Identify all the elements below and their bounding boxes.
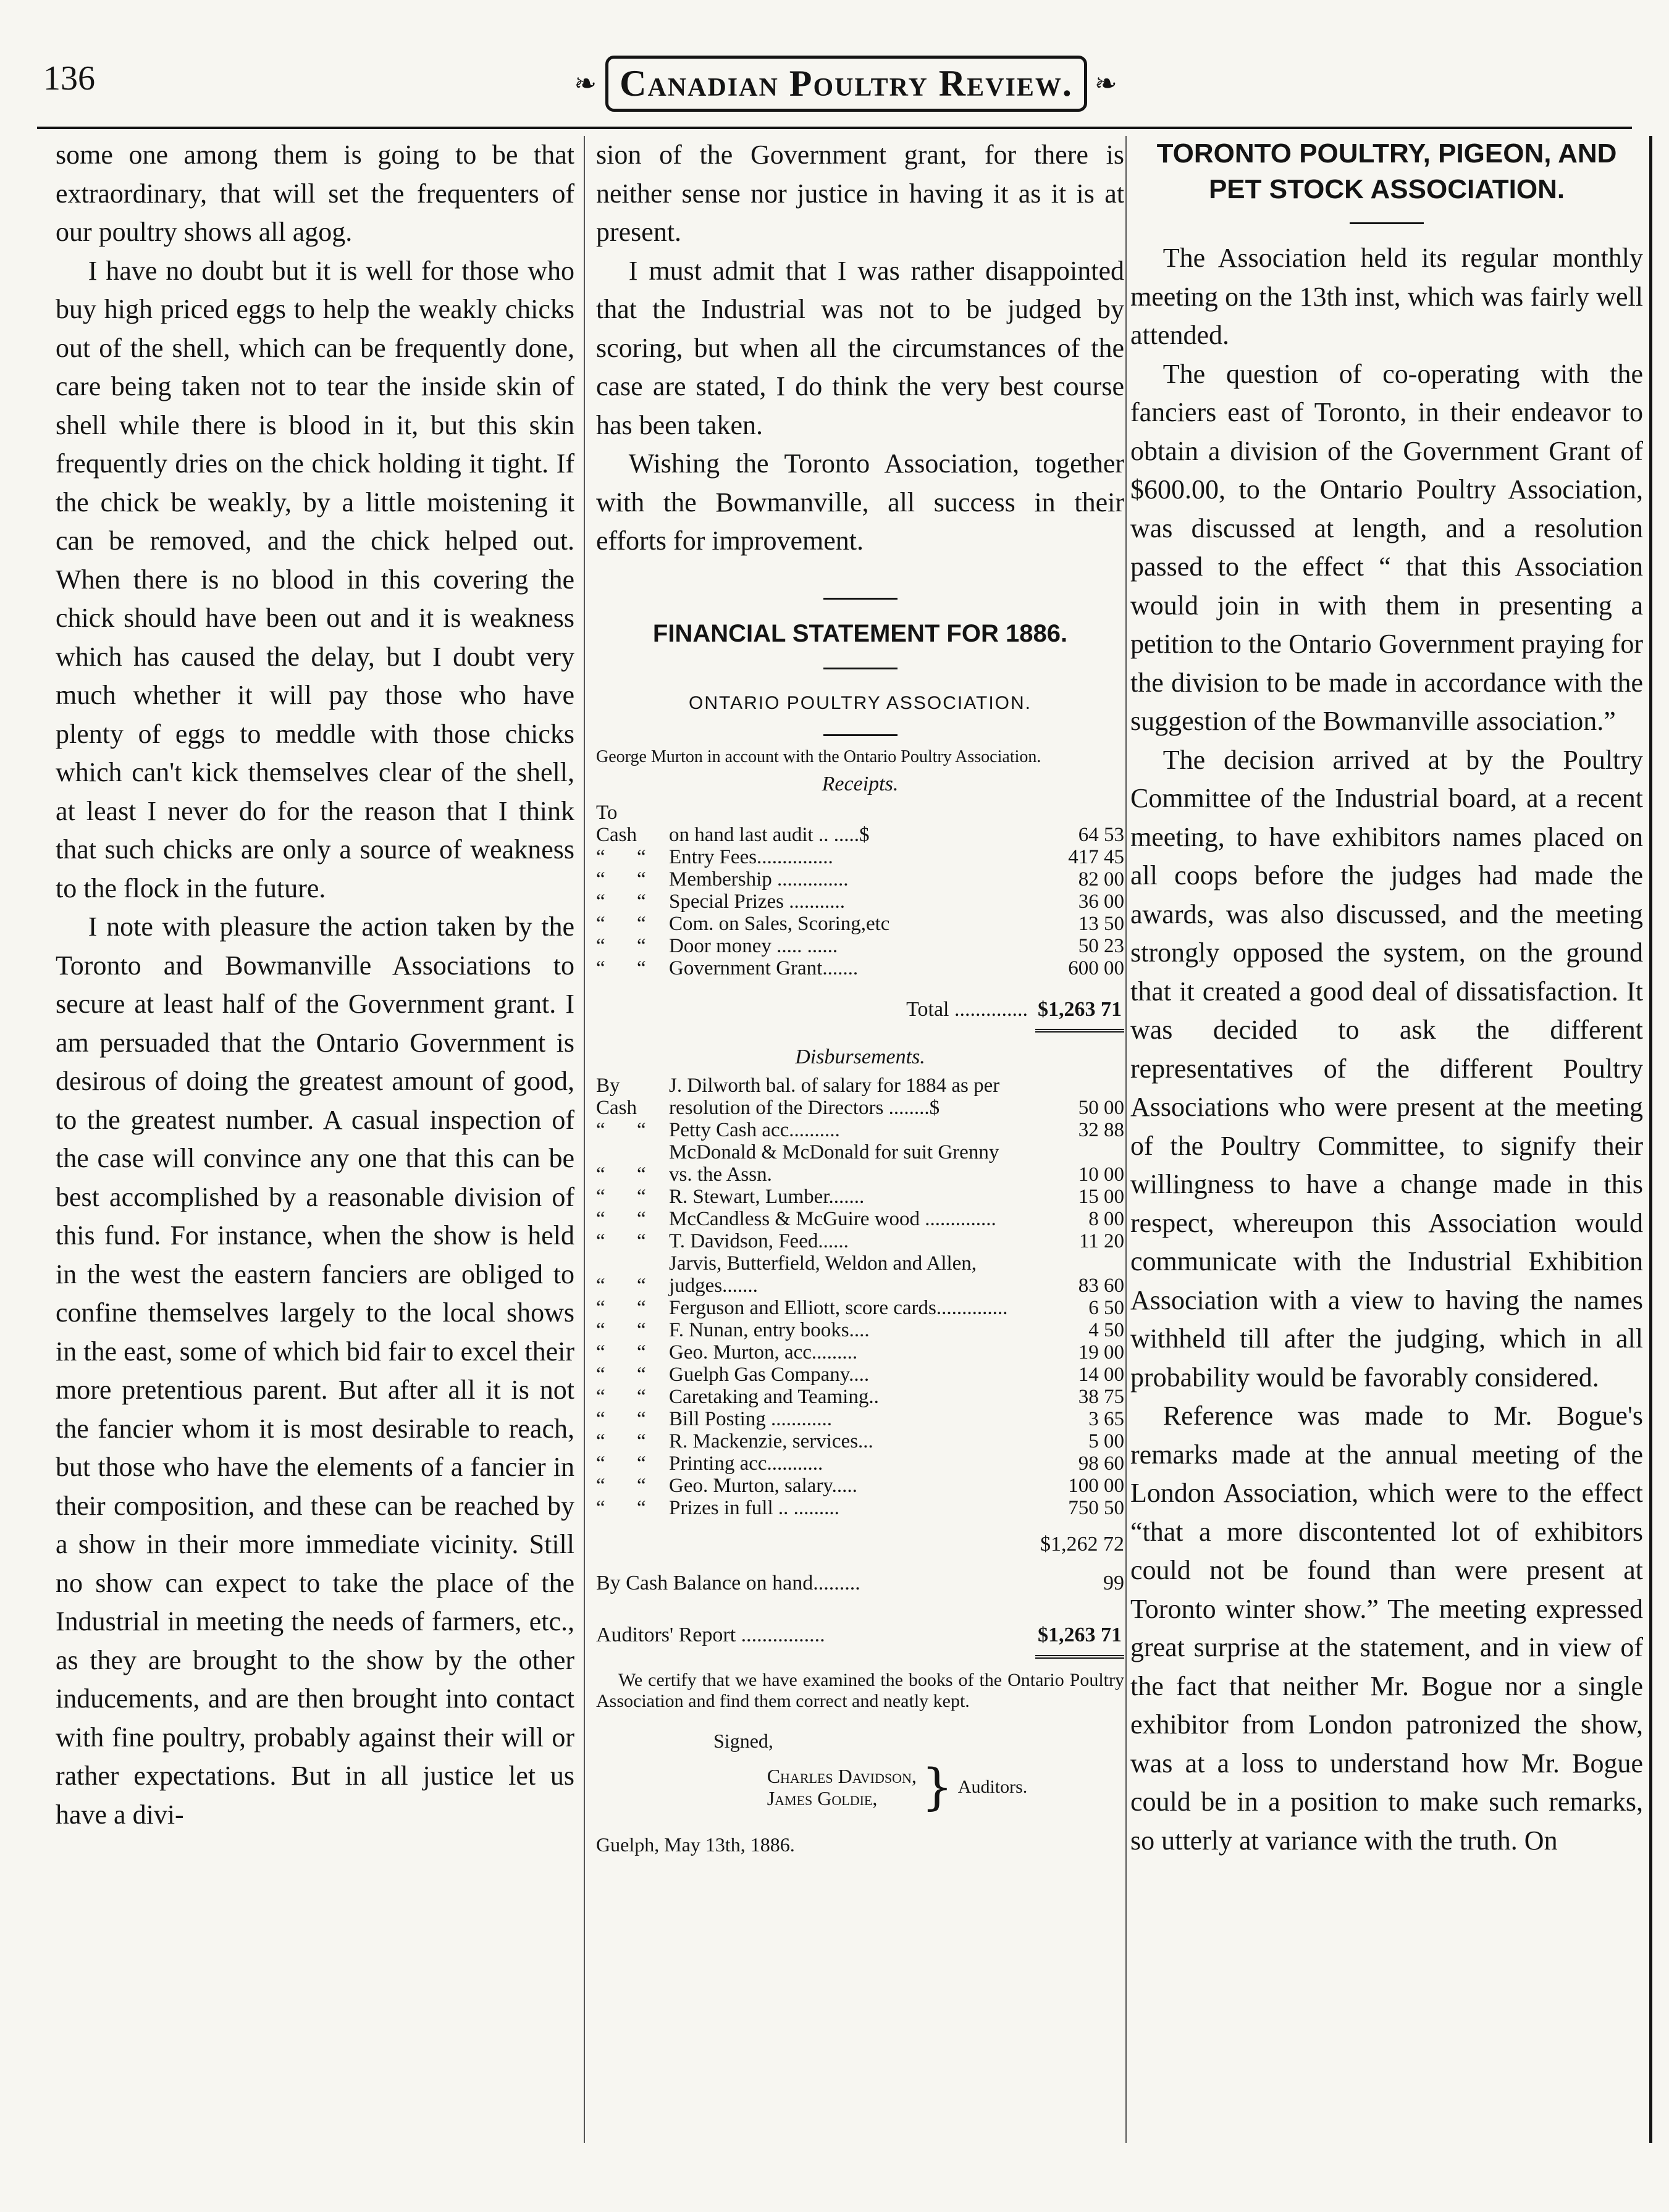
ledger-prefix: “ [637,1119,646,1141]
paragraph: I have no doubt but it is well for those who buy high priced eggs to help the weakly chicks out of the shell, which can be frequently done, care being taken not to tear the inside skin of shell while there is blood in it, but this skin frequently dries on the chick holding it tight. If the chick be weakly, by a little moistening it can be removed, and the chick helped out. When there is no blood in this covering the chick should have been out and it is weakness which has caused the delay, but I doubt very much whether it will pay those who have plenty of eggs to meddle with those chicks which can't kick themselves clear of the shell, at least I never do for the reason that I think that such chicks are only a source of weakness to the flock in the future. [56,255,574,903]
balance-amount: 99 [1103,1571,1124,1594]
ledger-row [596,1452,1124,1475]
paragraph: some one among them is going to be that extraordinary, that will set the frequenters of our poultry shows all agog. [56,140,574,247]
ledger-row [596,957,1124,979]
ledger-prefix: “ [596,1452,605,1475]
balance-row [596,1564,1124,1603]
ledger-prefix: “ [596,934,605,957]
ledger-prefix: By Cash [596,1075,637,1119]
disbursements-subtotal: $1,262 72 [1040,1533,1124,1556]
receipts-heading: Receipts. [822,772,899,795]
ledger-amount: 11 20 [1078,1230,1124,1252]
ledger-prefix: “ [637,912,646,935]
ledger-item: R. Stewart, Lumber....... [669,1186,865,1208]
ledger-amount: 83 60 [1078,1275,1124,1297]
disbursements-table [596,1075,1124,1519]
ledger-row [596,868,1124,890]
ledger-amount: 38 75 [1078,1386,1124,1408]
ledger-row [596,1252,1124,1297]
ledger-prefix: “ [596,845,605,868]
header-rule [37,127,1632,129]
ledger-row [596,1364,1124,1386]
receipts-total-row [596,991,1124,1033]
ledger-prefix: “ [637,1297,646,1319]
financial-intro: George Murton in account with the Ontario Poultry Association. [596,747,1041,766]
ledger-prefix: To Cash [596,801,637,846]
ledger-item: Printing acc........... [669,1452,823,1475]
ledger-prefix: “ [637,1497,646,1519]
ledger-item: Com. on Sales, Scoring,etc [669,912,890,935]
article-heading: TORONTO POULTRY, PIGEON, AND PET STOCK ASSOCIATION. [1156,138,1617,204]
ledger-item: Bill Posting ............ [669,1408,833,1430]
ledger-prefix: “ [637,1186,646,1208]
paragraph: Wishing the Toronto Association, together with the Bowmanville, all success in their efforts for improvement. [596,448,1124,556]
ledger-amount: 100 00 [1068,1475,1124,1497]
auditor-name: Charles Davidson, [767,1765,917,1787]
brace-icon: } [921,1758,953,1816]
ledger-prefix: “ [596,1430,605,1452]
ledger-prefix: “ [596,1119,605,1141]
ledger-row [596,1408,1124,1430]
ledger-prefix: “ [596,1475,605,1497]
ledger-item: R. Mackenzie, services... [669,1430,873,1452]
ledger-prefix: “ [596,1364,605,1386]
ledger-row [596,1386,1124,1408]
ledger-prefix: “ [637,1208,646,1230]
ledger-prefix: “ [596,1275,605,1297]
ledger-amount: 10 00 [1078,1163,1124,1186]
ledger-item: Geo. Murton, acc......... [669,1341,858,1364]
column-2 [596,136,1124,1864]
ledger-amount: 64 53 [1078,823,1124,846]
paragraph: I note with pleasure the action taken by the Toronto and Bowmanville Associations to secure at least half of the Government grant. I am persuaded that the Ontario Government is desirous of doing the greatest amount of good, to the greatest number. A casual inspection of the case will convince any one that this can be best accomplished by a reasonable division of this fund. For instance, when the show is held in the west the eastern fanciers are obliged to confine themselves largely to the local shows in the east, some of which bid fair to excel their more pretentious parent. But after all it is not the fancier whom it is most desirable to reach, but those who have the elements of a fancier in their composition, and these can be reached by a show in their more immediate vicinity. Still no show can expect to take the place of the Industrial in meeting the needs of farmers, etc., as they are brought to the show by the other inducements, and are then brought into contact with fine poultry, probably against their will or rather expectations. But in all justice let us have a divi- [56,911,574,1830]
ledger-row [596,1119,1124,1141]
ledger-amount: 19 00 [1078,1341,1124,1364]
ledger-prefix: “ [596,912,605,935]
paragraph: Reference was made to Mr. Bogue's remarks made at the annual meeting of the London Association, which were to the effect “that a more discontented lot of exhibitors could not be found than were present at Toronto winter show.” The meeting expressed great surprise at the statement, and in view of the fact that neither Mr. Bogue nor a single exhibitor from London patronized the show, was at a loss to understand how Mr. Bogue could be in a position to make such remarks, so utterly at variance with the truth. On [1130,1401,1643,1856]
paragraph: The Association held its regular monthly meeting on the 13th inst, which was fairly well attended. [1130,243,1643,350]
masthead [544,46,1149,120]
column-3 [1130,136,1643,1860]
ledger-prefix: “ [637,845,646,868]
disbursements-subtotal-row [596,1525,1124,1564]
ledger-item: Government Grant....... [669,957,859,979]
ledger-amount: 50 00 [1078,1097,1124,1119]
ledger-amount: 98 60 [1078,1452,1124,1475]
ledger-prefix: “ [637,1319,646,1341]
ledger-prefix: “ [596,1163,605,1186]
financial-statement-title: FINANCIAL STATEMENT FOR 1886. [652,619,1068,647]
ledger-item: McDonald & McDonald for suit Grenny vs. the Assn. [669,1141,999,1186]
ledger-prefix: “ [596,957,605,979]
masthead-title: Canadian Poultry Review. [605,56,1087,112]
ledger-amount: 5 00 [1088,1430,1124,1452]
ledger-row [596,1208,1124,1230]
ledger-prefix: “ [596,1208,605,1230]
signed-label: Signed, [713,1729,773,1752]
paragraph: I must admit that I was rather disappointed that the Industrial was not to be judged by scoring, but when all the circumstances of the case are stated, I do think the very best course has been taken. [596,255,1124,440]
ledger-prefix: “ [637,1230,646,1252]
receipts-total-label: Total .............. [906,997,1028,1021]
ledger-row [596,1475,1124,1497]
ledger-amount: 15 00 [1078,1186,1124,1208]
ledger-amount: 600 00 [1068,957,1124,979]
ledger-row [596,1319,1124,1341]
ledger-amount: 14 00 [1078,1364,1124,1386]
receipts-total-value: $1,263 71 [1035,991,1124,1033]
paragraph: The decision arrived at by the Poultry Committee of the Industrial board, at a recent meeting, to have exhibitors names placed on all coops before the judges had made the awards, was also discussed, and the meeting strongly opposed the system, on the ground that it created a good deal of dissatisfaction. It was decided to ask the different representatives of the different Poultry Associations who were present at the meeting of the Poultry Committee, to signify their willingness to have a change made in this respect, whereupon this Association would communicate with the Industrial Exhibition Association with a view to having the names withheld till after the judging, which in all probability would be favorably considered. [1130,744,1643,1393]
ledger-prefix: “ [596,1408,605,1430]
column-rule-right [1649,136,1652,2143]
ledger-prefix: “ [637,1475,646,1497]
ornament-right-icon: ❧ [1094,68,1119,99]
ledger-prefix: “ [637,1163,646,1186]
ledger-item: on hand last audit .. .....$ [669,823,870,846]
ledger-amount: 32 88 [1078,1119,1124,1141]
auditor-name: James Goldie, [767,1787,878,1809]
ledger-prefix: “ [637,957,646,979]
ledger-item: Membership .............. [669,868,849,890]
ledger-amount: 6 50 [1088,1297,1124,1319]
ledger-row [596,802,1124,846]
ledger-item: F. Nunan, entry books.... [669,1319,870,1341]
receipts-table [596,802,1124,979]
ledger-item: T. Davidson, Feed...... [669,1230,849,1252]
ledger-prefix: “ [596,1386,605,1408]
ledger-prefix: “ [637,1386,646,1408]
paragraph: sion of the Government grant, for there is neither sense nor justice in having it as it is at present. [596,140,1124,247]
ledger-row [596,846,1124,868]
balance-label: By Cash Balance on hand......... [596,1571,860,1594]
ledger-row [596,1075,1124,1119]
ledger-prefix: “ [596,1230,605,1252]
ledger-row [596,1497,1124,1519]
ledger-amount: 8 00 [1088,1208,1124,1230]
ledger-item: Prizes in full .. ......... [669,1497,839,1519]
ledger-item: Petty Cash acc.......... [669,1119,840,1141]
ledger-prefix: “ [637,1452,646,1475]
ledger-row [596,1341,1124,1364]
ledger-amount: 4 50 [1088,1319,1124,1341]
disbursements-heading: Disbursements. [795,1045,925,1068]
ornament-left-icon: ❧ [574,68,599,99]
ledger-prefix: “ [637,1275,646,1297]
section-divider [823,598,898,600]
ledger-row [596,890,1124,913]
ledger-row [596,1141,1124,1186]
ledger-prefix: “ [637,1341,646,1364]
ledger-prefix: “ [596,1297,605,1319]
certification-text: We certify that we have examined the books of the Ontario Poultry Association and find them correct and neatly kept. [596,1669,1124,1711]
ledger-prefix: “ [596,868,605,890]
page-number: 136 [43,59,95,98]
ledger-amount: 82 00 [1078,868,1124,890]
ledger-prefix: “ [637,1430,646,1452]
ledger-row [596,935,1124,957]
auditor-signatures [670,1758,1124,1816]
ledger-prefix: “ [596,890,605,913]
ledger-prefix: “ [596,1341,605,1364]
column-rule-1 [584,136,585,2143]
ledger-amount: 13 50 [1078,912,1124,935]
section-divider [823,734,898,736]
financial-statement-subtitle: ONTARIO POULTRY ASSOCIATION. [689,693,1032,713]
ledger-prefix: “ [637,868,646,890]
ledger-amount: 50 23 [1078,934,1124,957]
ledger-prefix: “ [637,1364,646,1386]
ledger-row [596,1297,1124,1319]
ledger-item: McCandless & McGuire wood .............. [669,1208,996,1230]
auditors-report-total: $1,263 71 [1035,1616,1124,1659]
paragraph: The question of co-operating with the fanciers east of Toronto, in their endeavor to obtain a division of the Government Grant of $600.00, to the Ontario Poultry Association, was discussed at length, and a resolution passed to the effect “ that this Association would join in with them in presenting a petition to the Ontario Government praying for the division to be made in accordance with the suggestion of the Bowmanville association.” [1130,358,1643,736]
ledger-prefix: “ [596,1497,605,1519]
section-divider [823,668,898,669]
auditor-names [767,1765,917,1809]
auditors-report-label: Auditors' Report ................ [596,1623,825,1646]
column-1 [56,136,574,1834]
section-divider [1350,222,1424,224]
auditors-word: Auditors. [957,1777,1028,1797]
ledger-row [596,1186,1124,1208]
auditors-report-row [596,1616,1124,1659]
ledger-item: Caretaking and Teaming.. [669,1386,879,1408]
ledger-prefix [637,1075,669,1119]
ledger-amount: 3 65 [1088,1408,1124,1430]
ledger-amount: 750 50 [1068,1497,1124,1519]
ledger-item: Guelph Gas Company.... [669,1364,870,1386]
ledger-row [596,1430,1124,1452]
ledger-item: Door money ..... ...... [669,934,838,957]
ledger-prefix: “ [637,934,646,957]
ledger-item: J. Dilworth bal. of salary for 1884 as per resolution of the Directors ........$ [669,1075,1000,1119]
ledger-item: Ferguson and Elliott, score cards.............. [669,1297,1008,1319]
ledger-item: Entry Fees............... [669,845,833,868]
ledger-item: Geo. Murton, salary..... [669,1475,857,1497]
ledger-prefix: “ [637,1408,646,1430]
ledger-row [596,1230,1124,1252]
ledger-item: Special Prizes ........... [669,890,846,913]
ledger-amount: 36 00 [1078,890,1124,913]
ledger-prefix [637,802,669,846]
ledger-row [596,913,1124,935]
column-rule-2 [1125,136,1127,2143]
ledger-item: Jarvis, Butterfield, Weldon and Allen, judges....... [669,1252,977,1297]
ledger-prefix: “ [596,1319,605,1341]
dateline: Guelph, May 13th, 1886. [596,1833,795,1856]
ledger-prefix: “ [637,890,646,913]
ledger-prefix: “ [596,1186,605,1208]
ledger-amount: 417 45 [1068,845,1124,868]
